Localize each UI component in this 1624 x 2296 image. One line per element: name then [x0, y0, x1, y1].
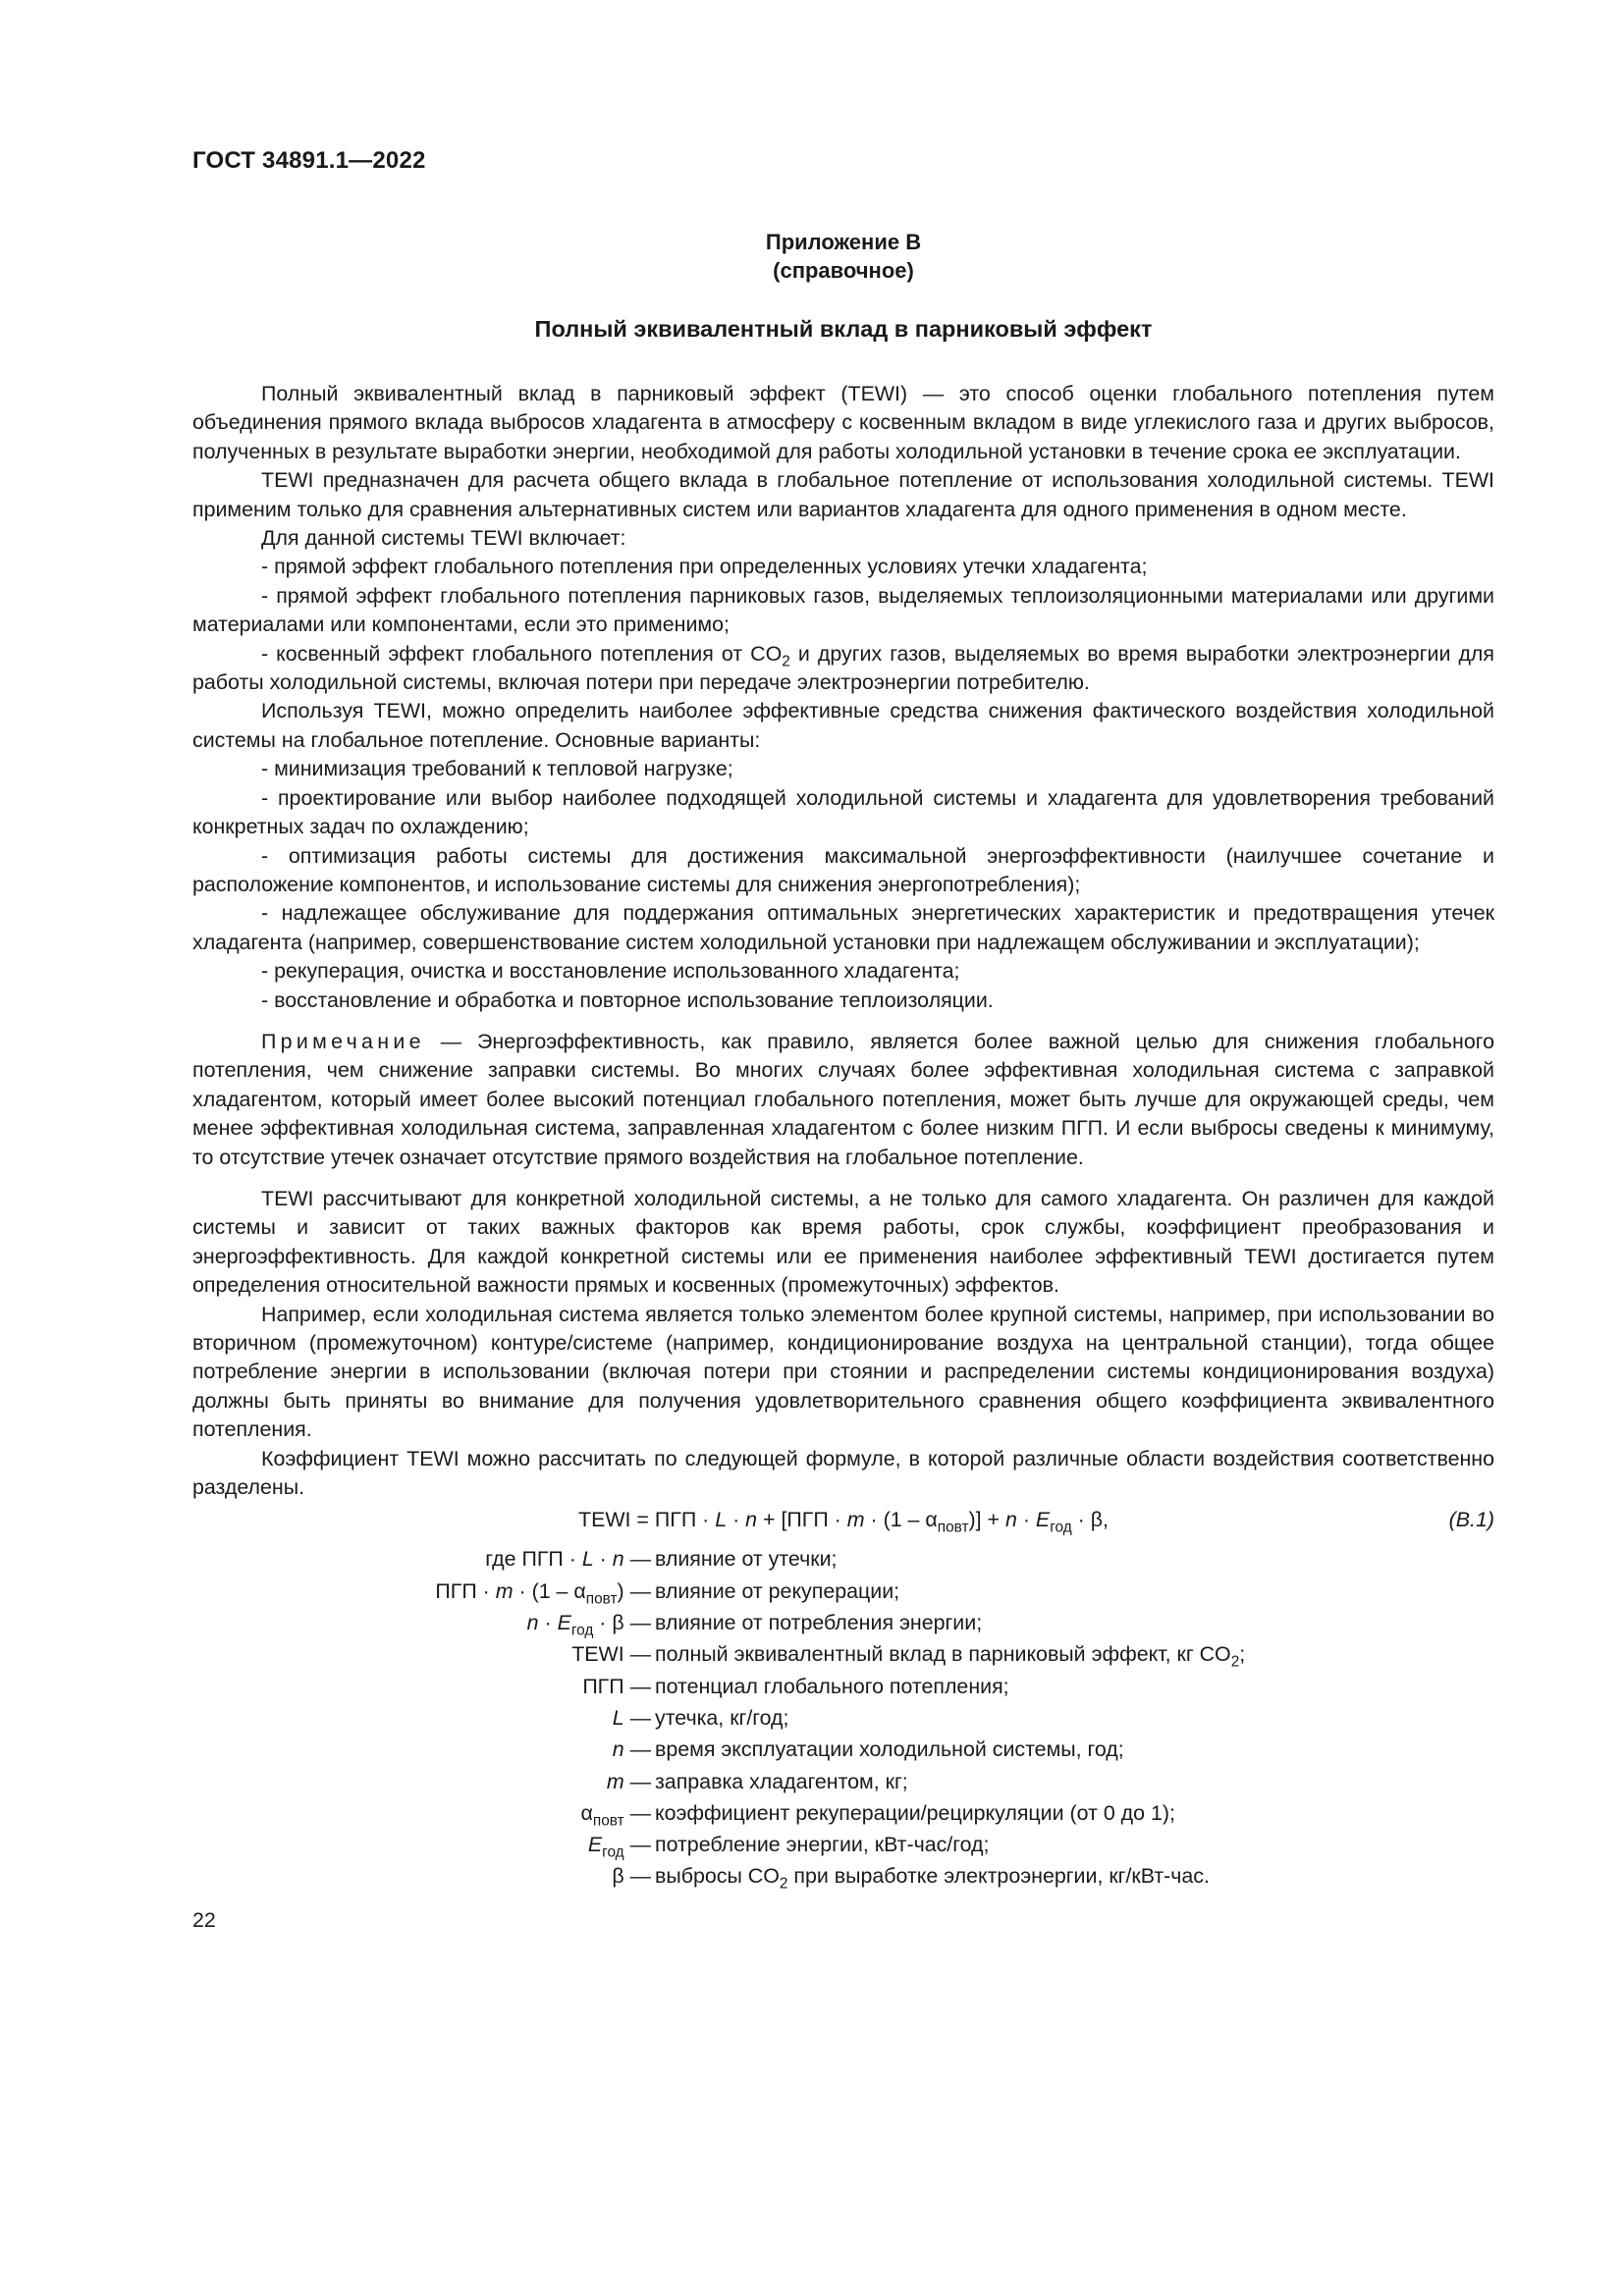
appendix-type: (справочное) — [773, 258, 914, 283]
formula-expression: TEWI = ПГП · $L \cdot n + [ПГП \cdot m \cdot (1 - \alpha_{повт})] + n \cdot E_{год} \cdot \beta$, — [578, 1508, 1109, 1536]
note-label: Примечание — [261, 1029, 425, 1053]
list-item: - восстановление и обработка и повторное использование теплоизоляции. — [261, 988, 994, 1012]
definition-term: где ПГП · L · n — — [485, 1547, 651, 1572]
definition-row — [192, 1673, 1494, 1704]
definition-row — [192, 1831, 1494, 1862]
definition-text: влияние от рекуперации; — [655, 1578, 900, 1603]
definition-term: L — — [612, 1705, 651, 1730]
definition-text: коэффициент рекуперации/рециркуляции (от 0 до 1); — [655, 1800, 1175, 1825]
body-text — [192, 380, 1494, 1935]
definition-row — [192, 1735, 1494, 1767]
definition-text: полный эквивалентный вклад в парниковый эффект, кг $CO_2$; — [655, 1642, 1246, 1671]
formula-b1 — [192, 1504, 1494, 1539]
paragraph: TEWI предназначен для расчета общего вклада в глобальное потепление от использования холодильной системы. TEWI применим только для сравнения альтернативных систем или вариантов хладагента для одного применения в одном месте. — [192, 468, 1494, 521]
list-item: - прямой эффект глобального потепления парниковых газов, выделяемых теплоизоляционными материалами или другими материалами или компонентами, если это применимо; — [192, 583, 1494, 637]
paragraph: Например, если холодильная система является только элементом более крупной системы, например, при использовании во вторичном (промежуточном) контуре/системе (например, кондиционирование воздуха на центральной станции), тогда общее потребление энергии в использовании (включая потери при стоянии и распределении системы кондиционирования воздуха) должны быть приняты во внимание для получения удовлетворительного сравнения общего коэффициента эквивалентного потепления. — [192, 1302, 1494, 1442]
list-item: - минимизация требований к тепловой нагрузке; — [261, 757, 733, 781]
definition-term: ПГП — — [582, 1674, 651, 1698]
formula-definitions — [192, 1545, 1494, 1894]
definition-term: m — — [606, 1769, 651, 1793]
definition-text: потенциал глобального потепления; — [655, 1674, 1009, 1698]
definition-term: $E_{год}$ — — [587, 1833, 651, 1861]
appendix-label: Приложение В — [765, 230, 922, 254]
paragraph: Для данной системы TEWI включает: — [261, 526, 626, 551]
appendix-title: Полный эквивалентный вклад в парниковый эффект — [534, 316, 1153, 342]
definition-text: время эксплуатации холодильной системы, год; — [655, 1737, 1124, 1762]
list-item: - прямой эффект глобального потепления при определенных условиях утечки хладагента; — [261, 555, 1148, 579]
definition-text: влияние от утечки; — [655, 1547, 838, 1572]
definition-row — [192, 1545, 1494, 1576]
definition-row — [192, 1862, 1494, 1894]
formula-number: (В.1) — [1448, 1508, 1494, 1532]
list-item: - оптимизация работы системы для достижения максимальной энергоэффективности (наилучшее сочетание и расположение компонентов, и использование системы для снижения энергопотребления); — [192, 843, 1494, 896]
paragraph: Коэффициент TEWI можно рассчитать по следующей формуле, в которой различные области воздействия соответственно разделены. — [192, 1446, 1494, 1500]
page-number: 22 — [192, 1907, 216, 1932]
definition-row — [192, 1768, 1494, 1799]
definition-term: n — — [612, 1737, 651, 1762]
definition-text: влияние от потребления энергии; — [655, 1611, 983, 1635]
definition-term: ПГП · $m \cdot (1 - \alpha_{повт})$ — — [435, 1578, 651, 1608]
definition-text: утечка, кг/год; — [655, 1705, 789, 1730]
list-item: - надлежащее обслуживание для поддержания оптимальных энергетических характеристик и предотвращения утечек хладагента (например, совершенствование систем холодильной установки при надлежащем обслуживании и эксплуатации); — [192, 901, 1494, 954]
definition-term: β — — [612, 1864, 651, 1889]
definition-term: $n \cdot E_{год} \cdot \beta$ — — [526, 1611, 651, 1639]
paragraph: Полный эквивалентный вклад в парниковый эффект (TEWI) — это способ оценки глобального потепления путем объединения прямого вклада выбросов хладагента в атмосферу с косвенным вкладом в виде углекислого газа и других выбросов, полученных в результате выработки энергии, необходимой для работы холодильной установки в течение срока ее эксплуатации. — [192, 382, 1494, 463]
list-item: - косвенный эффект глобального потепления от $CO_2$ и других газов, выделяемых во время выработки электроэнергии для работы холодильной системы, включая потери при передаче электроэнергии потребителю. — [192, 641, 1494, 695]
definition-row — [192, 1799, 1494, 1831]
definition-text: заправка хладагентом, кг; — [655, 1769, 908, 1793]
standard-code: ГОСТ 34891.1—2022 — [192, 147, 426, 174]
definition-row — [192, 1704, 1494, 1735]
definition-term: $\alpha_{повт}$ — — [580, 1800, 651, 1830]
note: Примечание — Энергоэффективность, как правило, является более важной целью для снижения глобального потепления, чем снижение заправки системы. Во многих случаях более эффективная холодильная система с заправкой хладагентом, который имеет более высокий потенциал глобального потепления, может быть лучше для окружающей среды, чем менее эффективная холодильная система, заправленная хладагентом с более низким ПГП. И если выбросы сведены к минимуму, то отсутствие утечек означает отсутствие прямого воздействия на глобальное потепление. — [192, 1029, 1494, 1169]
definition-term: TEWI — — [571, 1642, 651, 1667]
list-item: - проектирование или выбор наиболее подходящей холодильной системы и хладагента для удовлетворения требований конкретных задач по охлаждению; — [192, 785, 1494, 839]
paragraph: Используя TEWI, можно определить наиболее эффективные средства снижения фактического воздействия холодильной системы на глобальное потепление. Основные варианты: — [192, 699, 1494, 752]
definition-row — [192, 1609, 1494, 1640]
definition-row — [192, 1577, 1494, 1609]
list-item: - рекуперация, очистка и восстановление использованного хладагента; — [261, 959, 960, 984]
appendix-heading — [192, 228, 1494, 285]
definition-text: выбросы $CO_2$ при выработке электроэнергии, кг/кВт-час. — [655, 1864, 1210, 1893]
definition-row — [192, 1640, 1494, 1672]
definition-text: потребление энергии, кВт-час/год; — [655, 1833, 990, 1857]
paragraph: TEWI рассчитывают для конкретной холодильной системы, а не только для самого хладагента. Он различен для каждой системы и зависит от таких важных факторов как время работы, срок службы, коэффициент преобразования и энергоэффективность. Для каждой конкретной системы или ее применения наиболее эффективный TEWI достигается путем определения относительной важности прямых и косвенных (промежуточных) эффектов. — [192, 1186, 1494, 1298]
